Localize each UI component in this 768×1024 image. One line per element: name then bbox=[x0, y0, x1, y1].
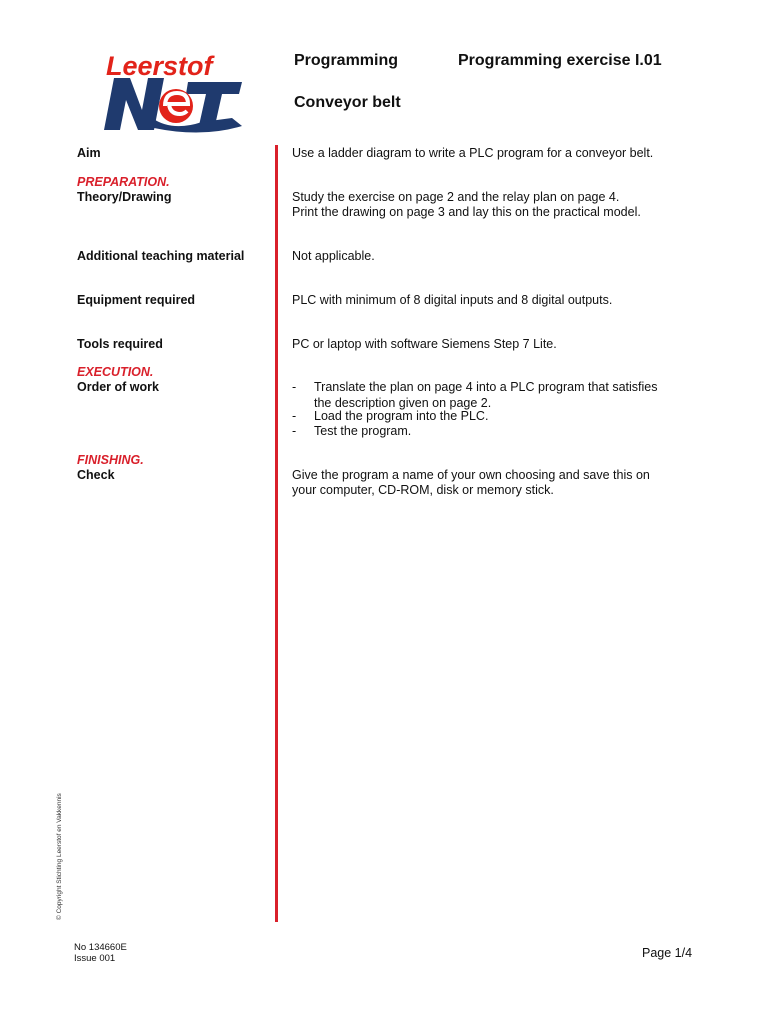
exercise-number: Programming exercise I.01 bbox=[458, 52, 662, 69]
equipment-value: PLC with minimum of 8 digital inputs and 8 digital outputs. bbox=[292, 293, 613, 307]
step-text: Load the program into the PLC. bbox=[314, 409, 489, 423]
finishing-line-1: Give the program a name of your own choosing and save this on bbox=[292, 468, 650, 482]
page-number: Page 1/4 bbox=[642, 946, 693, 960]
copyright-notice: © Copyright Stichting Leerstof en Vakkennis bbox=[56, 793, 63, 920]
finishing-line-2: your computer, CD-ROM, disk or memory stick. bbox=[292, 483, 554, 497]
aim-value: Use a ladder diagram to write a PLC program for a conveyor belt. bbox=[292, 146, 654, 160]
step-item bbox=[292, 380, 658, 411]
equipment-label: Equipment required bbox=[77, 293, 196, 307]
step-dash: - bbox=[292, 424, 297, 438]
step-item bbox=[292, 424, 411, 440]
step-text: Translate the plan on page 4 into a PLC program that satisfies bbox=[314, 380, 658, 394]
teaching-material-value: Not applicable. bbox=[292, 249, 375, 263]
theory-drawing-label: Theory/Drawing bbox=[77, 190, 172, 204]
subject-title: Programming bbox=[294, 52, 399, 69]
leerstofnet-logo bbox=[92, 48, 252, 134]
preparation-line-2: Print the drawing on page 3 and lay this on the practical model. bbox=[292, 205, 641, 219]
order-of-work-label: Order of work bbox=[77, 380, 159, 394]
issue-number: Issue 001 bbox=[74, 953, 116, 964]
check-label: Check bbox=[77, 468, 115, 482]
step-item bbox=[292, 409, 488, 425]
execution-section: EXECUTION. bbox=[77, 365, 154, 379]
page-title: Conveyor belt bbox=[294, 94, 401, 111]
finishing-section: FINISHING. bbox=[77, 453, 144, 467]
step-text: Test the program. bbox=[314, 424, 412, 438]
step-text-continued: the description given on page 2. bbox=[314, 395, 492, 410]
logo-swoosh bbox=[152, 118, 242, 133]
step-dash: - bbox=[292, 409, 297, 423]
preparation-section: PREPARATION. bbox=[77, 175, 170, 189]
step-dash: - bbox=[292, 380, 297, 394]
teaching-material-label: Additional teaching material bbox=[77, 249, 245, 263]
tools-label: Tools required bbox=[77, 337, 163, 351]
vertical-divider bbox=[275, 145, 278, 922]
document-number: No 134660E bbox=[74, 942, 127, 953]
tools-value: PC or laptop with software Siemens Step 7 Lite. bbox=[292, 337, 557, 351]
logo-top-text: Leerstof bbox=[106, 51, 213, 81]
preparation-line-1: Study the exercise on page 2 and the relay plan on page 4. bbox=[292, 190, 620, 204]
aim-label: Aim bbox=[77, 146, 101, 160]
